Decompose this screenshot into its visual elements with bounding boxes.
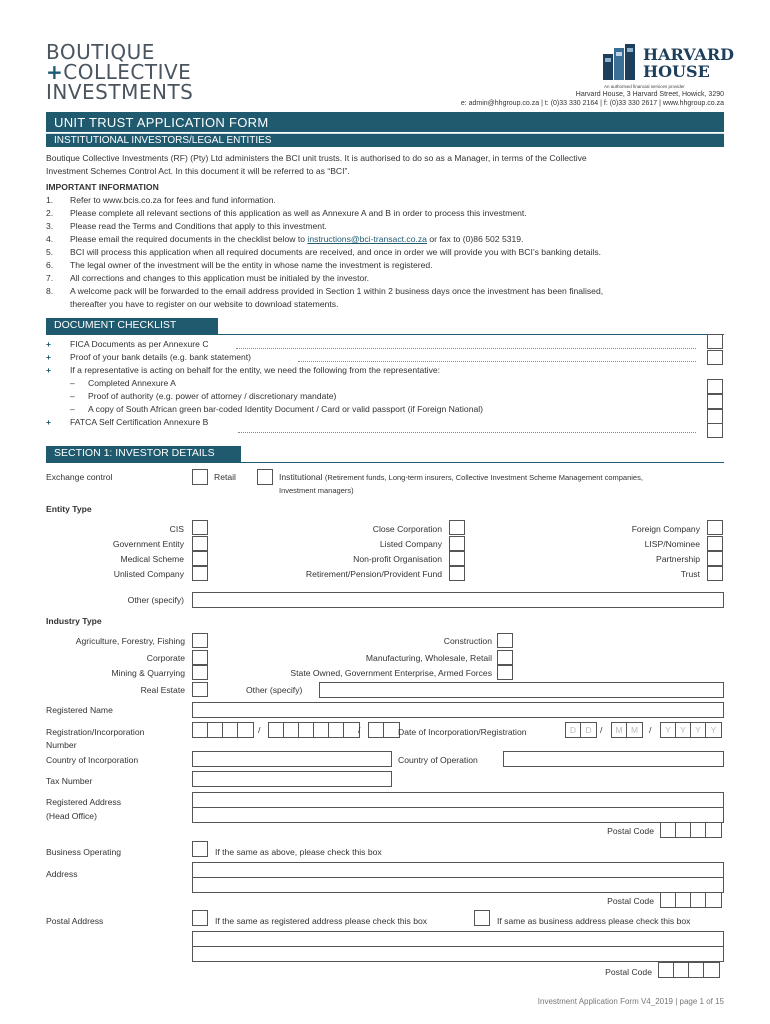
list-item: + FATCA Self Certification Annexure B [46,417,209,427]
business-address-label: Address [46,869,78,879]
entity-partnership-checkbox[interactable] [707,551,723,566]
business-address-line1-input[interactable] [192,862,724,878]
entity-medical-checkbox[interactable] [192,551,208,566]
list-item: 1. Refer to www.bcis.co.za for fees and fund information. [46,195,276,205]
institutional-checkbox[interactable] [257,469,273,485]
entity-unlisted-label: Unlisted Company [113,569,184,579]
postal-postal-code-input[interactable] [658,962,720,978]
entity-foreign-checkbox[interactable] [707,520,723,535]
entity-listed-label: Listed Company [379,539,442,549]
harvard-house-wordmark: HARVARD HOUSE [643,45,735,81]
checklist-authority-checkbox[interactable] [707,394,723,409]
entity-other-input[interactable] [192,592,724,608]
reg-number-part1-input[interactable] [192,722,254,738]
business-postal-code-label: Postal Code [607,896,654,906]
entity-medical-label: Medical Scheme [120,554,184,564]
entity-listed-checkbox[interactable] [449,536,465,551]
bci-logo [46,42,193,102]
form-title: UNIT TRUST APPLICATION FORM [46,112,724,132]
entity-retirement-label: Retirement/Pension/Provident Fund [305,569,442,579]
harvard-tagline: An authorised financial services provider [604,84,685,89]
entity-cis-checkbox[interactable] [192,520,208,535]
list-item: – Completed Annexure A [70,378,176,388]
reg-slash-2: / [358,725,361,735]
list-item: – Proof of authority (e.g. power of attorney / discretionary mandate) [70,391,337,401]
checklist-annexure-a-checkbox[interactable] [707,379,723,394]
date-incorporation-label: Date of Incorporation/Registration [398,727,527,737]
entity-lisp-checkbox[interactable] [707,536,723,551]
industry-state-label: State Owned, Government Enterprise, Armed Forces [290,668,492,678]
industry-manufacturing-label: Manufacturing, Wholesale, Retail [365,653,492,663]
country-incorporation-label: Country of Incorporation [46,755,139,765]
registered-name-input[interactable] [192,702,724,718]
reg-number-part3-input[interactable] [368,722,400,738]
registered-address-label: Registered Address [46,797,121,807]
checklist-bank-checkbox[interactable] [707,350,723,365]
country-incorporation-input[interactable] [192,751,392,767]
entity-unlisted-checkbox[interactable] [192,566,208,581]
entity-trust-checkbox[interactable] [707,566,723,581]
entity-type-heading: Entity Type [46,504,92,514]
industry-agriculture-checkbox[interactable] [192,633,208,648]
list-item: 3. Please read the Terms and Conditions that apply to this investment. [46,221,327,231]
business-same-label: If the same as above, please check this box [215,847,382,857]
country-operation-input[interactable] [503,751,724,767]
entity-other-label: Other (specify) [127,595,184,605]
intro-line-2: Investment Schemes Control Act. In this document it will be referred to as “BCI”. [46,166,350,176]
logo-line-1: BOUTIQUE [46,40,155,64]
postal-same-registered-label: If the same as registered address please check this box [215,916,428,926]
instructions-email-link[interactable]: instructions@bci-transact.co.za [307,234,427,244]
industry-construction-checkbox[interactable] [497,633,513,648]
checklist-fica-checkbox[interactable] [707,334,723,349]
reg-number-label: Registration/Incorporation [46,727,145,737]
list-item: 5. BCI will process this application when all required documents are received, and once in order we will provide you with BCI’s banking details. [46,247,602,257]
tax-number-label: Tax Number [46,776,93,786]
entity-trust-label: Trust [680,569,700,579]
checklist-heading: DOCUMENT CHECKLIST [46,318,218,334]
list-item: thereafter you have to register on our website to download statements. [70,299,339,309]
list-item: + Proof of your bank details (e.g. bank statement) [46,352,252,362]
header-address: Harvard House, 3 Harvard Street, Howick, 3290 [575,91,724,98]
date-day-input[interactable]: D D [565,722,597,738]
industry-mining-checkbox[interactable] [192,665,208,680]
registered-name-label: Registered Name [46,705,113,715]
industry-other-label: Other (specify) [246,685,303,695]
industry-state-checkbox[interactable] [497,665,513,680]
entity-cc-checkbox[interactable] [449,520,465,535]
entity-nonprofit-label: Non-profit Organisation [353,554,442,564]
industry-corporate-checkbox[interactable] [192,650,208,665]
reg-slash-1: / [258,725,261,735]
country-operation-label: Country of Operation [398,755,478,765]
important-list [46,194,603,311]
exchange-control-label: Exchange control [46,472,113,482]
header-contact: e: admin@hhgroup.co.za | t: (0)33 330 2164 | f: (0)33 330 2617 | www.hhgroup.co.za [460,100,724,107]
registered-postal-code-input[interactable] [660,822,722,838]
retail-checkbox[interactable] [192,469,208,485]
registered-address-label-2: (Head Office) [46,811,97,821]
list-item: + If a representative is acting on behalf for the entity, we need the following from the representative: [46,365,441,375]
postal-same-registered-checkbox[interactable] [192,910,208,926]
reg-number-part2-input[interactable] [268,722,360,738]
harvard-house-logo-icon [603,44,639,82]
page-footer: Investment Application Form V4_2019 | page 1 of 15 [537,997,724,1006]
intro-line-1: Boutique Collective Investments (RF) (Pty) Ltd administers the BCI unit trusts. It is authorised to do so as a Manager, in terms of the Collective [46,153,587,163]
industry-corporate-label: Corporate [146,653,185,663]
industry-construction-label: Construction [443,636,492,646]
checklist-fatca-checkbox[interactable] [707,423,723,438]
industry-mining-label: Mining & Quarrying [111,668,185,678]
entity-retirement-checkbox[interactable] [449,566,465,581]
entity-government-checkbox[interactable] [192,536,208,551]
date-slash-1: / [600,725,603,735]
reg-number-label-2: Number [46,740,77,750]
logo-line-2: COLLECTIVE [63,60,192,84]
entity-cis-label: CIS [169,524,184,534]
form-subtitle: INSTITUTIONAL INVESTORS/LEGAL ENTITIES [46,133,724,147]
registered-postal-code-label: Postal Code [607,826,654,836]
industry-other-input[interactable] [319,682,724,698]
industry-realestate-label: Real Estate [140,685,185,695]
entity-partnership-label: Partnership [656,554,700,564]
checklist-id-checkbox[interactable] [707,409,723,424]
institutional-note: Investment managers) [279,486,354,495]
section1-heading: SECTION 1: INVESTOR DETAILS [46,446,241,462]
registered-address-line2-input[interactable] [192,807,724,823]
entity-lisp-label: LISP/Nominee [644,539,700,549]
list-item: + FICA Documents as per Annexure C [46,339,209,349]
industry-type-heading: Industry Type [46,616,102,626]
postal-same-business-label: If same as business address please check this box [497,916,691,926]
postal-same-business-checkbox[interactable] [474,910,490,926]
tax-number-input[interactable] [192,771,392,787]
list-item: 7. All corrections and changes to this application must be initialed by the investor. [46,273,370,283]
date-slash-2: / [649,725,652,735]
entity-cc-label: Close Corporation [372,524,442,534]
postal-postal-code-label: Postal Code [605,967,652,977]
business-operating-label: Business Operating [46,847,121,857]
plus-icon: + [46,60,64,84]
business-same-checkbox[interactable] [192,841,208,857]
business-postal-code-input[interactable] [660,892,722,908]
industry-manufacturing-checkbox[interactable] [497,650,513,665]
postal-address-line2-input[interactable] [192,946,724,962]
date-year-input[interactable]: Y Y Y Y [660,722,722,738]
list-item: – A copy of South African green bar-coded Identity Document / Card or valid passport (if Foreign National) [70,404,484,414]
business-address-line2-input[interactable] [192,877,724,893]
list-item: 4. Please email the required documents in the checklist below to instructions@bci-transact.co.za or fax to (0)86 502 5319. [46,234,524,244]
retail-label: Retail [214,472,236,482]
industry-realestate-checkbox[interactable] [192,682,208,697]
list-item: 8. A welcome pack will be forwarded to the email address provided in Section 1 within 2 business days once the investment has been finalised, [46,286,604,296]
industry-agriculture-label: Agriculture, Forestry, Fishing [75,636,185,646]
entity-nonprofit-checkbox[interactable] [449,551,465,566]
postal-address-label: Postal Address [46,916,104,926]
checklist [46,338,483,429]
list-item: 2. Please complete all relevant sections of this application as well as Annexure A and B in order to process this investment. [46,208,527,218]
registered-address-line1-input[interactable] [192,792,724,808]
institutional-label: Institutional (Retirement funds, Long-term insurers, Collective Investment Scheme Management companies, [279,472,643,482]
entity-government-label: Government Entity [112,539,184,549]
logo-line-3: INVESTMENTS [46,80,194,104]
important-heading: IMPORTANT INFORMATION [46,182,159,192]
postal-address-line1-input[interactable] [192,931,724,947]
date-month-input[interactable]: M M [611,722,643,738]
list-item: 6. The legal owner of the investment will be the entity in whose name the investment is registered. [46,260,433,270]
entity-foreign-label: Foreign Company [631,524,700,534]
